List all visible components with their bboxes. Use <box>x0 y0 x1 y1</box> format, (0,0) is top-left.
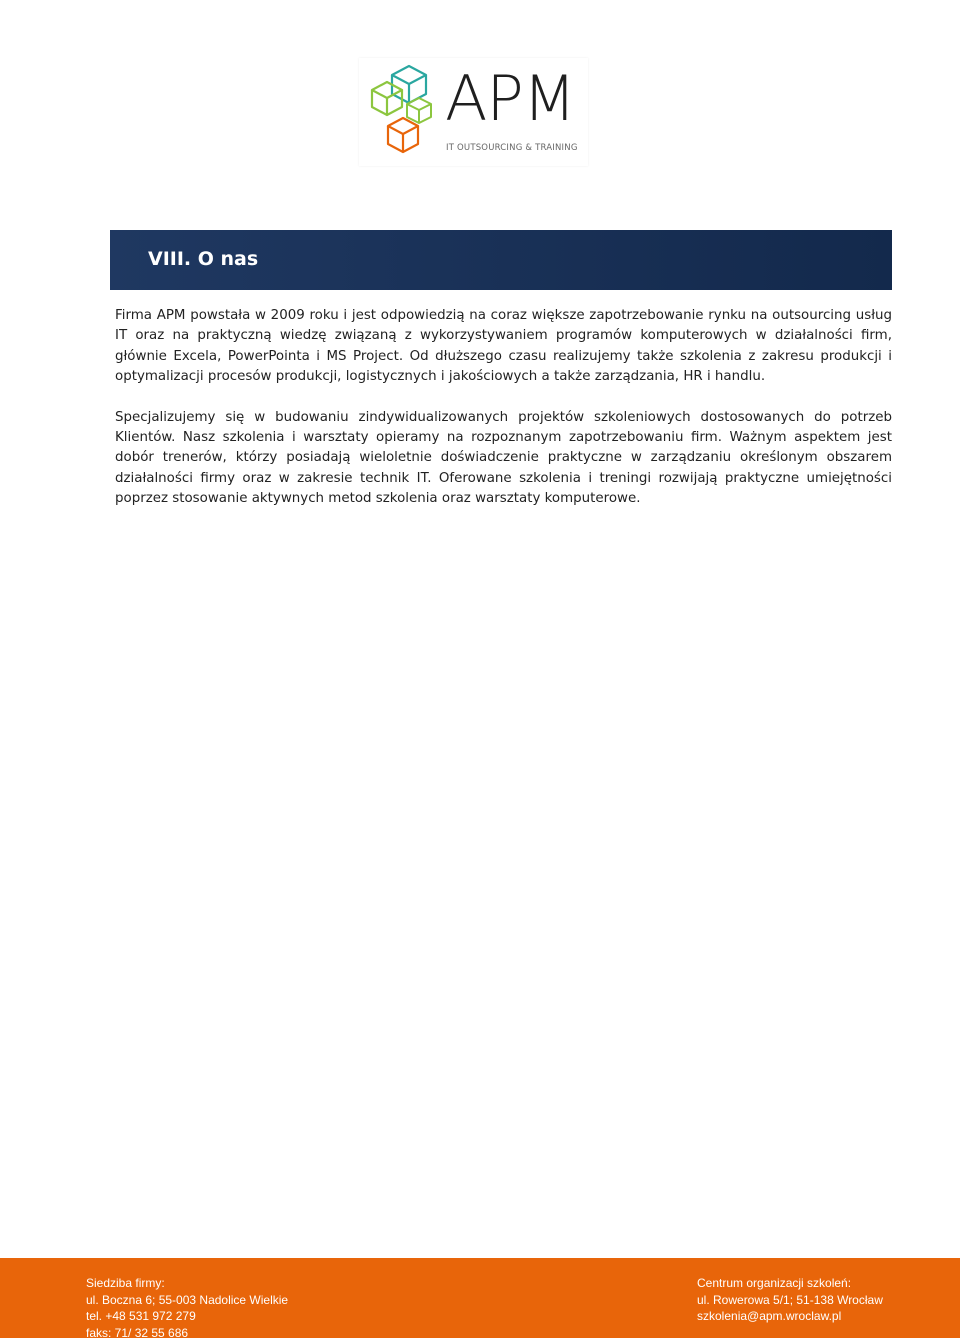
logo-wordmark: APM <box>445 68 575 130</box>
footer-hq-phone: tel. +48 531 972 279 <box>86 1308 288 1325</box>
section-title-bar <box>110 230 892 290</box>
footer-training-center <box>697 1275 883 1325</box>
paragraph-specialization: Specjalizujemy się w budowaniu zindywidualizowanych projektów szkoleniowych dostosowanych do potrzeb Klientów. Nasz szkolenia i warsztaty opieramy na rozpoznanym zapotrzebowaniu firm. Ważnym aspektem jest dobór trenerów, którzy posiadają wieloletnie doświadczenie praktyczne w zarządzaniu określonym obszarem działalności firmy oraz w zakresie technik IT. Oferowane szkolenia i treningi rozwijają praktyczne umiejętności poprzez stosowanie aktywnych metod szkolenia oraz warsztaty komputerowe. <box>115 408 892 510</box>
page-footer <box>0 1258 960 1338</box>
company-logo <box>359 58 588 166</box>
footer-headquarters <box>86 1275 288 1341</box>
logo-tagline: IT OUTSOURCING & TRAINING <box>446 143 578 153</box>
footer-hq-address: ul. Boczna 6; 55-003 Nadolice Wielkie <box>86 1292 288 1309</box>
footer-hq-fax: faks: 71/ 32 55 686 <box>86 1325 288 1341</box>
footer-hq-label: Siedziba firmy: <box>86 1275 288 1292</box>
section-title: VIII. O nas <box>148 250 258 269</box>
footer-center-address: ul. Rowerowa 5/1; 51-138 Wrocław <box>697 1292 883 1309</box>
about-content <box>115 306 892 530</box>
paragraph-history: Firma APM powstała w 2009 roku i jest odpowiedzią na coraz większe zapotrzebowanie rynku na outsourcing usług IT oraz na praktyczną wiedzę związaną z wykorzystywaniem programów komputerowych w działalności firm, głównie Excela, PowerPointa i MS Project. Od dłuższego czasu realizujemy także szkolenia z zakresu produkcji i optymalizacji procesów produkcji, logistycznych i jakościowych a także zarządzania, HR i handlu. <box>115 306 892 388</box>
footer-center-email[interactable]: szkolenia@apm.wroclaw.pl <box>697 1308 883 1325</box>
footer-center-label: Centrum organizacji szkoleń: <box>697 1275 883 1292</box>
